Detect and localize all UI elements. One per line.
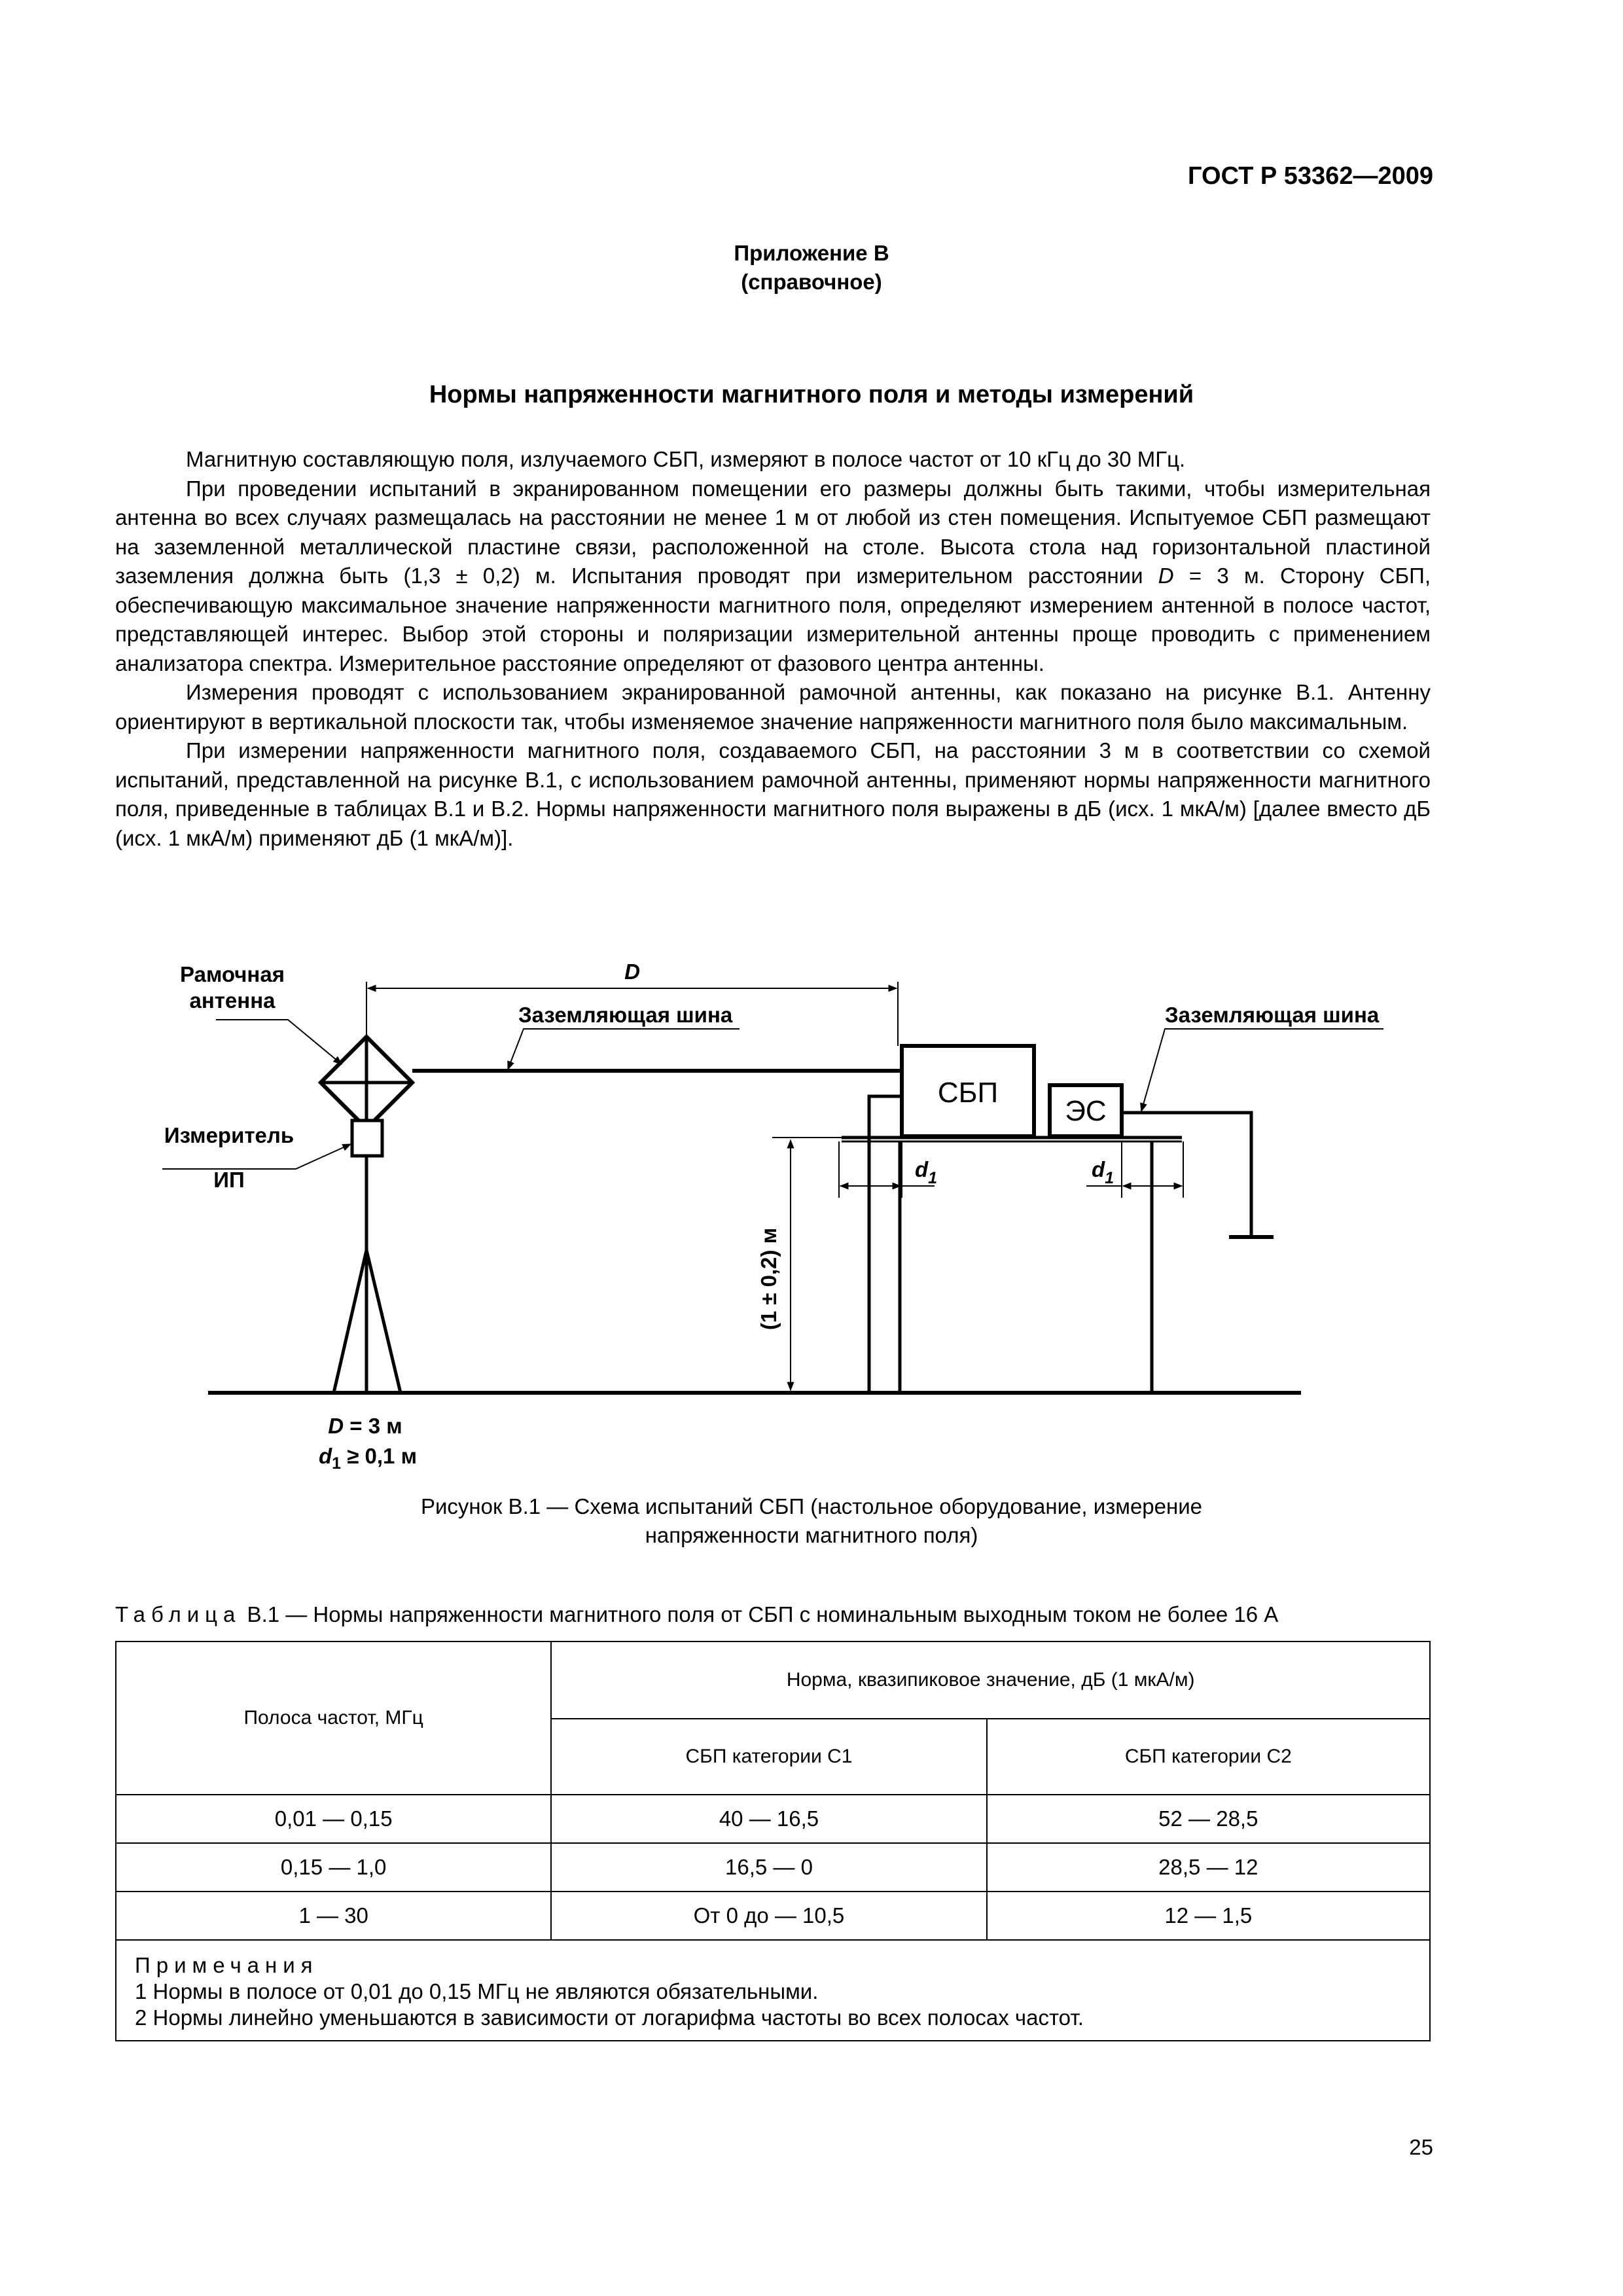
cell-c1: 16,5 — 0 — [551, 1843, 986, 1892]
ground-bus-right-leader — [1141, 1029, 1383, 1111]
paragraph-3: Измерения проводят с использованием экранированной рамочной антенны, как показано на рисунке В.1. Антенну ориентируют в вертикальной плоскости так, чтобы изменяемое значение напряженности магнитного поля было максимальным. — [115, 680, 1431, 734]
table-caption — [115, 1602, 1278, 1627]
paragraph-2 — [115, 475, 1431, 679]
paragraph-2-part-a: При проведении испытаний в экранированном помещении его размеры должны быть такими, чтобы измерительная антенна во всех случаях размещалась на расстоянии не менее 1 м от любой из стен помещения. Испытуемое СБП размещают на заземленной металлической пластине связи, расположенной на столе. Высота стола над горизонтальной пластиной заземления должна быть (1,3 ± 0,2) м. Испытания проводят при измерительном расстоянии — [115, 476, 1431, 588]
paragraph-4: При измерении напряженности магнитного поля, создаваемого СБП, на расстоянии 3 м в соответствии со схемой испытаний, представленной на рисунке В.1, с использованием рамочной антенны, применяют нормы напряженности магнитного поля, приведенные в таблицах В.1 и В.2. Нормы напряженности магнитного поля выражены в дБ (исх. 1 мкА/м) [далее вместо дБ (исх. 1 мкА/м) применяют дБ (1 мкА/м)]. — [115, 738, 1431, 850]
loop-antenna-label-2: антенна — [189, 988, 276, 1013]
page-number: 25 — [1409, 2135, 1433, 2159]
table-row — [116, 1795, 1430, 1843]
standard-number: ГОСТ Р 53362—2009 — [1188, 162, 1433, 190]
cell-freq: 0,15 — 1,0 — [116, 1843, 551, 1892]
test-setup-diagram — [0, 916, 1623, 1479]
d1-right-label: $d_1$ — [1092, 1157, 1115, 1187]
cell-c2: 28,5 — 12 — [987, 1843, 1430, 1892]
cell-freq: 1 — 30 — [116, 1892, 551, 1940]
legend-distance: D = 3 м — [328, 1414, 402, 1438]
cell-freq: 0,01 — 0,15 — [116, 1795, 551, 1843]
appendix-title: Приложение В — [734, 241, 889, 265]
tripod-leg-right — [366, 1250, 401, 1393]
tripod-leg-left — [334, 1250, 366, 1393]
legend-d1: $d_1 \ge 0,1$ м — [319, 1444, 417, 1473]
table-row — [116, 1843, 1430, 1892]
d1-left-label: $d_1$ — [915, 1157, 938, 1187]
cell-c1: 40 — 16,5 — [551, 1795, 986, 1843]
body-text — [115, 445, 1431, 853]
paragraph-2-part-b: = 3 м. Сторону СБП, обеспечивающую максимальное значение напряженности магнитного поля, определяют измерением антенной в полосе частот, представляющей интерес. Выбор этой стороны и поляризации измерительной антенны проще проводить с применением анализатора спектра. Измерительное расстояние определяют от фазового центра антенны. — [115, 564, 1431, 675]
figure-caption — [0, 1492, 1623, 1550]
paragraph-2-var-d: D — [1158, 564, 1174, 588]
table-caption-prefix: Таблица — [115, 1602, 241, 1626]
meter-box — [352, 1121, 382, 1156]
meter-label-2: ИП — [213, 1168, 245, 1192]
appendix-type: (справочное) — [741, 270, 882, 294]
loop-antenna-leader — [216, 1020, 342, 1064]
table-row — [116, 1892, 1430, 1940]
table-caption-text: В.1 — Нормы напряженности магнитного поля от СБП с номинальным выходным током не более 16 А — [241, 1602, 1279, 1626]
figure-caption-line-1: Рисунок В.1 — Схема испытаний СБП (настольное оборудование, измерение — [420, 1494, 1203, 1518]
note-2: 2 Нормы линейно уменьшаются в зависимости от логарифма частоты во всех полосах частот. — [135, 2005, 1084, 2030]
table-notes — [116, 1940, 1430, 2041]
meter-label-1: Измеритель — [164, 1123, 294, 1147]
header-freq: Полоса частот, МГц — [116, 1641, 551, 1795]
header-c1: СБП категории С1 — [551, 1719, 986, 1795]
header-norm: Норма, квазипиковое значение, дБ (1 мкА/м) — [551, 1641, 1430, 1719]
notes-title: Примечания — [135, 1953, 319, 1977]
cell-c2: 52 — 28,5 — [987, 1795, 1430, 1843]
ground-bus-right-label: Заземляющая шина — [1165, 1003, 1380, 1027]
ground-bus-left-label: Заземляющая шина — [518, 1003, 733, 1027]
header-c2: СБП категории С2 — [987, 1719, 1430, 1795]
es-label: ЭС — [1065, 1095, 1107, 1127]
norms-table — [115, 1641, 1431, 2041]
ups-label: СБП — [937, 1077, 999, 1109]
ground-bus-left-leader — [508, 1029, 740, 1069]
cell-c1: От 0 до — 10,5 — [551, 1892, 986, 1940]
figure-caption-line-2: напряженности магнитного поля) — [645, 1523, 978, 1547]
section-title: Нормы напряженности магнитного поля и методы измерений — [429, 381, 1194, 408]
loop-antenna-label-1: Рамочная — [180, 962, 285, 986]
paragraph-1: Магнитную составляющую поля, излучаемого СБП, измеряют в полосе частот от 10 кГц до 30 МГц. — [186, 447, 1186, 471]
meter-leader — [162, 1144, 351, 1169]
height-label: (1 ± 0,2) м — [757, 1227, 781, 1331]
note-1: 1 Нормы в полосе от 0,01 до 0,15 МГц не являются обязательными. — [135, 1979, 819, 2003]
es-ground-wire — [1122, 1113, 1251, 1236]
cell-c2: 12 — 1,5 — [987, 1892, 1430, 1940]
distance-label: D — [624, 960, 640, 984]
